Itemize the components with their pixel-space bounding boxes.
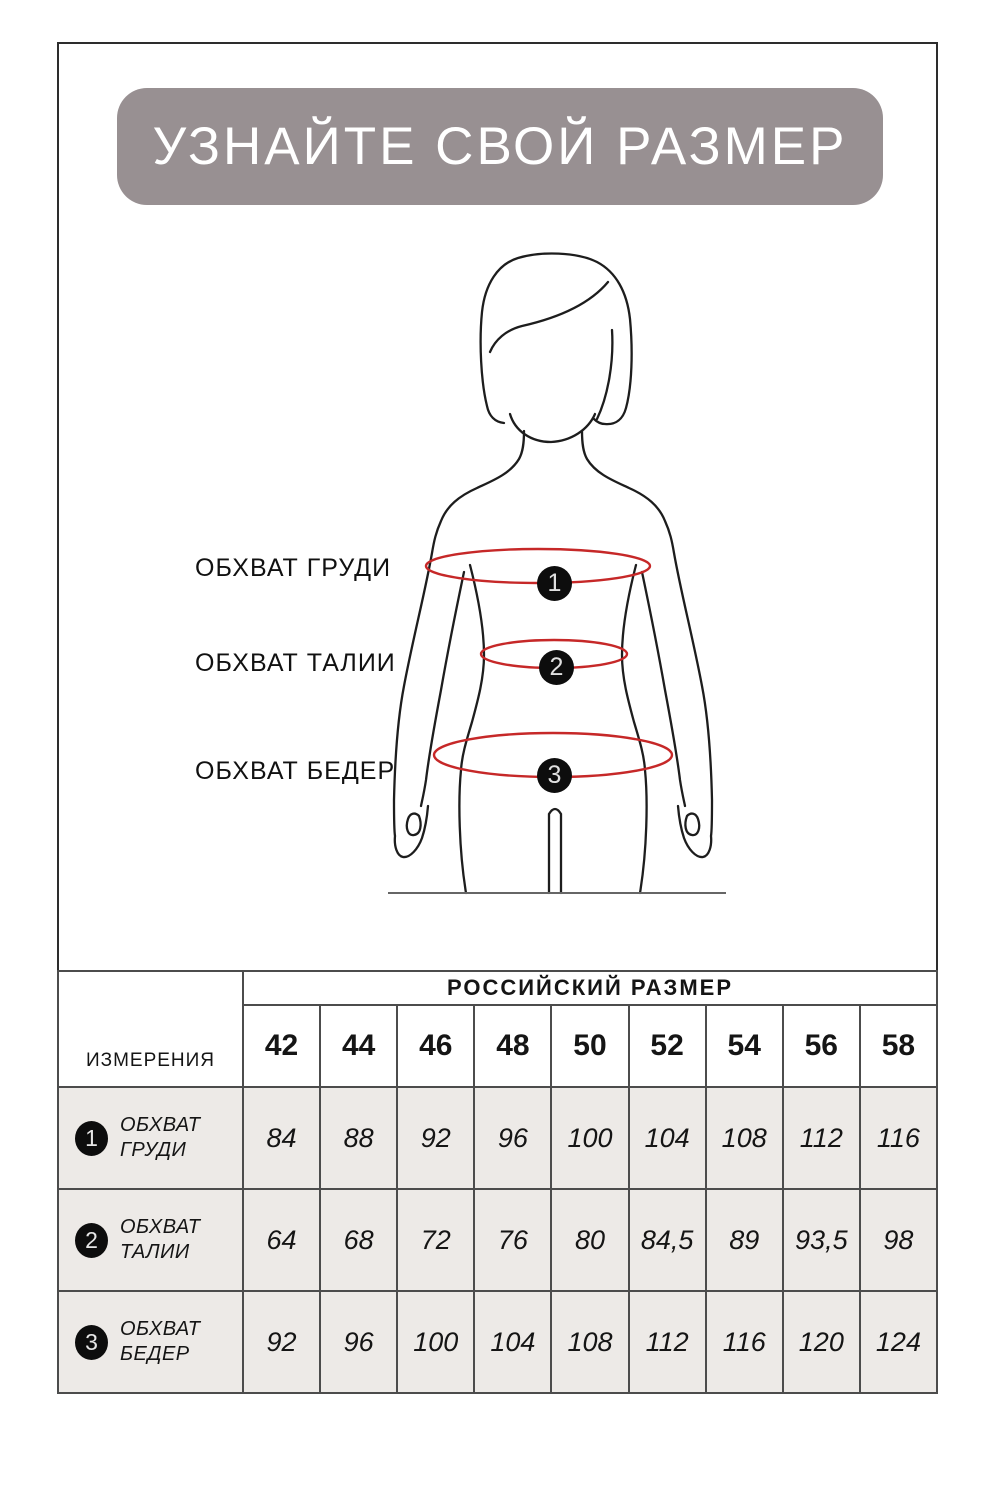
bust-label: ОБХВАТ ГРУДИ [195,554,392,582]
value-cell-row2-size42: 64 [243,1189,320,1291]
value-cell-row3-size48: 104 [474,1291,551,1393]
value-cell-row1-size52: 104 [629,1087,706,1189]
value-cell-row1-size54: 108 [706,1087,783,1189]
row-measure-label: ОБХВАТ БЕДЕР [120,1318,201,1365]
value-cell-row3-size56: 120 [783,1291,860,1393]
value-cell-row1-size48: 96 [474,1087,551,1189]
measure-row-3 [58,1291,937,1393]
size-table [57,970,938,1394]
value-cell-row3-size50: 108 [551,1291,628,1393]
value-cell-row2-size50: 80 [551,1189,628,1291]
value-cell-row1-size42: 84 [243,1087,320,1189]
bust-marker-number: 1 [547,569,562,597]
value-cell-row2-size46: 72 [397,1189,474,1291]
measure-row-2 [58,1189,937,1291]
value-cell-row2-size44: 68 [320,1189,397,1291]
size-header-54: 54 [706,1005,783,1087]
value-cell-row1-size56: 112 [783,1087,860,1189]
row-label-cell-1 [58,1087,243,1189]
value-cell-row2-size58: 98 [860,1189,937,1291]
value-cell-row1-size44: 88 [320,1087,397,1189]
size-header-56: 56 [783,1005,860,1087]
value-cell-row3-size54: 116 [706,1291,783,1393]
value-cell-row3-size58: 124 [860,1291,937,1393]
value-cell-row2-size54: 89 [706,1189,783,1291]
row-number-badge: 2 [75,1223,108,1258]
value-cell-row1-size50: 100 [551,1087,628,1189]
page-title: УЗНАЙТЕ СВОЙ РАЗМЕР [152,117,848,176]
value-cell-row2-size56: 93,5 [783,1189,860,1291]
row-label-cell-3 [58,1291,243,1393]
bust-marker [537,566,572,601]
waist-label: ОБХВАТ ТАЛИИ [195,649,396,677]
value-cell-row3-size42: 92 [243,1291,320,1393]
russian-size-header-cell: РОССИЙСКИЙ РАЗМЕР [243,971,937,1005]
hips-marker-number: 3 [547,761,562,789]
waist-marker-number: 2 [549,653,564,681]
hips-label: ОБХВАТ БЕДЕР [195,757,396,785]
hips-marker [537,758,572,793]
size-header-48: 48 [474,1005,551,1087]
measure-row-1 [58,1087,937,1189]
waist-marker [539,650,574,685]
row-label-cell-2 [58,1189,243,1291]
value-cell-row1-size58: 116 [860,1087,937,1189]
value-cell-row3-size44: 96 [320,1291,397,1393]
value-cell-row3-size52: 112 [629,1291,706,1393]
size-header-46: 46 [397,1005,474,1087]
row-number-badge: 3 [75,1325,108,1360]
measure-header-cell: ИЗМЕРЕНИЯ [58,971,243,1087]
title-banner [117,88,883,205]
row-number-badge: 1 [75,1121,108,1156]
size-header-50: 50 [551,1005,628,1087]
size-header-42: 42 [243,1005,320,1087]
value-cell-row2-size48: 76 [474,1189,551,1291]
value-cell-row2-size52: 84,5 [629,1189,706,1291]
size-header-58: 58 [860,1005,937,1087]
size-header-52: 52 [629,1005,706,1087]
row-measure-label: ОБХВАТ ГРУДИ [120,1114,201,1161]
value-cell-row3-size46: 100 [397,1291,474,1393]
size-header-44: 44 [320,1005,397,1087]
value-cell-row1-size46: 92 [397,1087,474,1189]
size-table-header-row [58,971,937,1005]
row-measure-label: ОБХВАТ ТАЛИИ [120,1216,201,1263]
